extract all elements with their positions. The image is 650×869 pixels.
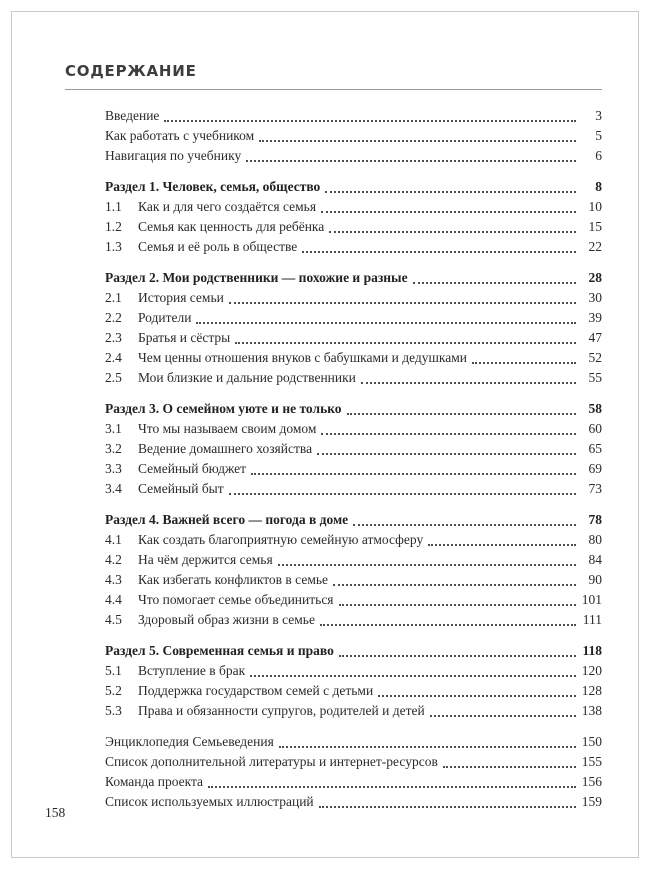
toc-dot-leader [320, 624, 576, 626]
toc-entry [105, 419, 602, 439]
toc-entry [105, 701, 602, 721]
toc-dot-leader [246, 160, 576, 162]
toc-group [105, 177, 602, 257]
toc-entry-label: Раздел 4. Важней всего — погода в доме [105, 512, 349, 527]
toc-group [105, 510, 602, 630]
toc-entry-number: 2.2 [105, 310, 122, 325]
toc-entry-page: 80 [588, 532, 602, 547]
toc-entry-number: 3.2 [105, 441, 122, 456]
toc-dot-leader [319, 806, 576, 808]
toc-entry-label: Как работать с учебником [105, 128, 255, 143]
toc-entry-page: 69 [588, 461, 602, 476]
toc-entry-page: 155 [581, 754, 602, 769]
toc-entry-page: 150 [581, 734, 602, 749]
toc-entry [105, 752, 602, 772]
toc-entry [105, 328, 602, 348]
toc-dot-leader [353, 524, 576, 526]
toc-dot-leader [164, 120, 576, 122]
toc-dot-leader [321, 211, 576, 213]
toc-dot-leader [430, 715, 576, 717]
toc-entry [105, 661, 602, 681]
toc-entry [105, 288, 602, 308]
toc-dot-leader [325, 191, 576, 193]
toc-dot-leader [278, 564, 576, 566]
toc-dot-leader [428, 544, 576, 546]
toc-dot-leader [361, 382, 576, 384]
toc-entry-label: Семья и её роль в обществе [138, 239, 298, 254]
toc-dot-leader [279, 746, 576, 748]
toc-entry-label: Раздел 2. Мои родственники — похожие и разные [105, 270, 408, 285]
toc-entry-number: 5.1 [105, 663, 122, 678]
toc-entry [105, 792, 602, 812]
toc-entry [105, 772, 602, 792]
toc-entry-page: 128 [581, 683, 602, 698]
toc-group [105, 399, 602, 499]
toc-entry-page: 90 [588, 572, 602, 587]
toc-entry [105, 146, 602, 166]
toc-entry [105, 459, 602, 479]
toc-entry-number: 1.1 [105, 199, 122, 214]
toc-entry-label: На чём держится семья [138, 552, 273, 567]
toc-entry-label: История семьи [138, 290, 224, 305]
toc-entry-page: 58 [588, 401, 602, 416]
toc-entry-page: 39 [588, 310, 602, 325]
toc-entry [105, 550, 602, 570]
toc-entry-label: Здоровый образ жизни в семье [138, 612, 315, 627]
toc-entry-label: Мои близкие и дальние родственники [138, 370, 356, 385]
toc-entry-label: Раздел 5. Современная семья и право [105, 643, 334, 658]
toc-entry [105, 308, 602, 328]
toc-entry-page: 10 [588, 199, 602, 214]
toc-page [65, 62, 602, 812]
toc-entry-page: 118 [582, 643, 602, 658]
toc-entry-label: Семья как ценность для ребёнка [138, 219, 325, 234]
toc-entry-label: Родители [138, 310, 192, 325]
toc-entry-label: Как и для чего создаётся семья [138, 199, 317, 214]
toc-entry [105, 641, 602, 661]
toc-entry-page: 156 [581, 774, 602, 789]
toc-dot-leader [347, 413, 576, 415]
toc-entry [105, 348, 602, 368]
toc-entry-page: 111 [582, 612, 602, 627]
toc-entry-number: 3.4 [105, 481, 122, 496]
toc-dot-leader [339, 655, 576, 657]
toc-dot-leader [229, 302, 576, 304]
toc-dot-leader [302, 251, 576, 253]
toc-entry-label: Как создать благоприятную семейную атмосферу [138, 532, 424, 547]
toc-entry-page: 15 [588, 219, 602, 234]
toc-list [65, 106, 602, 812]
toc-group [105, 106, 602, 166]
toc-entry-label: Навигация по учебнику [105, 148, 242, 163]
toc-entry-number: 3.1 [105, 421, 122, 436]
toc-group [105, 268, 602, 388]
toc-dot-leader [317, 453, 576, 455]
toc-dot-leader [208, 786, 576, 788]
toc-entry [105, 217, 602, 237]
toc-dot-leader [378, 695, 576, 697]
toc-entry-label: Раздел 3. О семейном уюте и не только [105, 401, 342, 416]
toc-entry-label: Вступление в брак [138, 663, 246, 678]
toc-dot-leader [333, 584, 576, 586]
toc-entry-label: Раздел 1. Человек, семья, общество [105, 179, 321, 194]
toc-entry-page: 47 [588, 330, 602, 345]
toc-entry [105, 399, 602, 419]
toc-entry-page: 5 [595, 128, 602, 143]
toc-entry-page: 28 [588, 270, 602, 285]
toc-entry-label: Введение [105, 108, 160, 123]
toc-entry [105, 610, 602, 630]
page-title: СОДЕРЖАНИЕ [65, 62, 197, 80]
toc-entry-number: 1.3 [105, 239, 122, 254]
toc-dot-leader [443, 766, 576, 768]
toc-entry [105, 479, 602, 499]
toc-entry-label: Братья и сёстры [138, 330, 231, 345]
toc-entry-page: 120 [581, 663, 602, 678]
toc-entry [105, 439, 602, 459]
toc-dot-leader [250, 675, 576, 677]
toc-entry [105, 368, 602, 388]
footer-page-number: 158 [45, 805, 66, 820]
toc-entry-page: 8 [595, 179, 602, 194]
toc-entry [105, 681, 602, 701]
toc-entry [105, 237, 602, 257]
toc-group [105, 732, 602, 812]
toc-entry-page: 60 [588, 421, 602, 436]
toc-entry-page: 3 [595, 108, 602, 123]
toc-entry-label: Что помогает семье объединиться [138, 592, 334, 607]
toc-entry [105, 510, 602, 530]
toc-dot-leader [413, 282, 576, 284]
toc-entry-number: 1.2 [105, 219, 122, 234]
toc-entry-label: Ведение домашнего хозяйства [138, 441, 313, 456]
toc-entry-label: Что мы называем своим домом [138, 421, 317, 436]
toc-entry-label: Список используемых иллюстраций [105, 794, 314, 809]
toc-dot-leader [229, 493, 576, 495]
toc-entry-number: 4.2 [105, 552, 122, 567]
toc-entry-page: 52 [588, 350, 602, 365]
toc-entry [105, 590, 602, 610]
toc-entry-page: 73 [588, 481, 602, 496]
toc-entry-label: Список дополнительной литературы и интернет-ресурсов [105, 754, 438, 769]
toc-dot-leader [329, 231, 576, 233]
toc-entry-number: 2.3 [105, 330, 122, 345]
toc-entry-page: 159 [581, 794, 602, 809]
toc-entry-page: 6 [595, 148, 602, 163]
toc-entry [105, 732, 602, 752]
toc-entry-number: 5.3 [105, 703, 122, 718]
toc-entry-number: 3.3 [105, 461, 122, 476]
toc-dot-leader [259, 140, 576, 142]
toc-entry-label: Энциклопедия Семьеведения [105, 734, 274, 749]
toc-entry-number: 2.1 [105, 290, 122, 305]
toc-entry-label: Семейный бюджет [138, 461, 246, 476]
toc-entry-page: 30 [588, 290, 602, 305]
toc-entry-page: 55 [588, 370, 602, 385]
toc-entry-page: 65 [588, 441, 602, 456]
toc-entry-label: Чем ценны отношения внуков с бабушками и дедушками [138, 350, 468, 365]
toc-dot-leader [321, 433, 576, 435]
toc-dot-leader [472, 362, 576, 364]
toc-entry [105, 106, 602, 126]
toc-entry-page: 101 [581, 592, 602, 607]
toc-entry [105, 530, 602, 550]
toc-dot-leader [196, 322, 576, 324]
toc-entry-label: Семейный быт [138, 481, 224, 496]
toc-entry-number: 5.2 [105, 683, 122, 698]
toc-dot-leader [251, 473, 576, 475]
toc-entry-label: Команда проекта [105, 774, 204, 789]
toc-entry-page: 84 [588, 552, 602, 567]
toc-group [105, 641, 602, 721]
toc-dot-leader [235, 342, 576, 344]
toc-entry-number: 4.3 [105, 572, 122, 587]
toc-entry-number: 4.5 [105, 612, 122, 627]
toc-entry [105, 268, 602, 288]
toc-entry [105, 570, 602, 590]
toc-entry-label: Поддержка государством семей с детьми [138, 683, 374, 698]
toc-entry [105, 177, 602, 197]
toc-entry-number: 2.5 [105, 370, 122, 385]
toc-entry [105, 197, 602, 217]
toc-entry-page: 78 [588, 512, 602, 527]
toc-dot-leader [339, 604, 576, 606]
toc-entry-number: 4.4 [105, 592, 122, 607]
toc-entry-page: 138 [581, 703, 602, 718]
toc-entry-label: Как избегать конфликтов в семье [138, 572, 329, 587]
toc-entry-number: 4.1 [105, 532, 122, 547]
toc-entry [105, 126, 602, 146]
toc-entry-number: 2.4 [105, 350, 122, 365]
toc-entry-page: 22 [588, 239, 602, 254]
toc-entry-label: Права и обязанности супругов, родителей и детей [138, 703, 425, 718]
title-divider [65, 89, 602, 90]
